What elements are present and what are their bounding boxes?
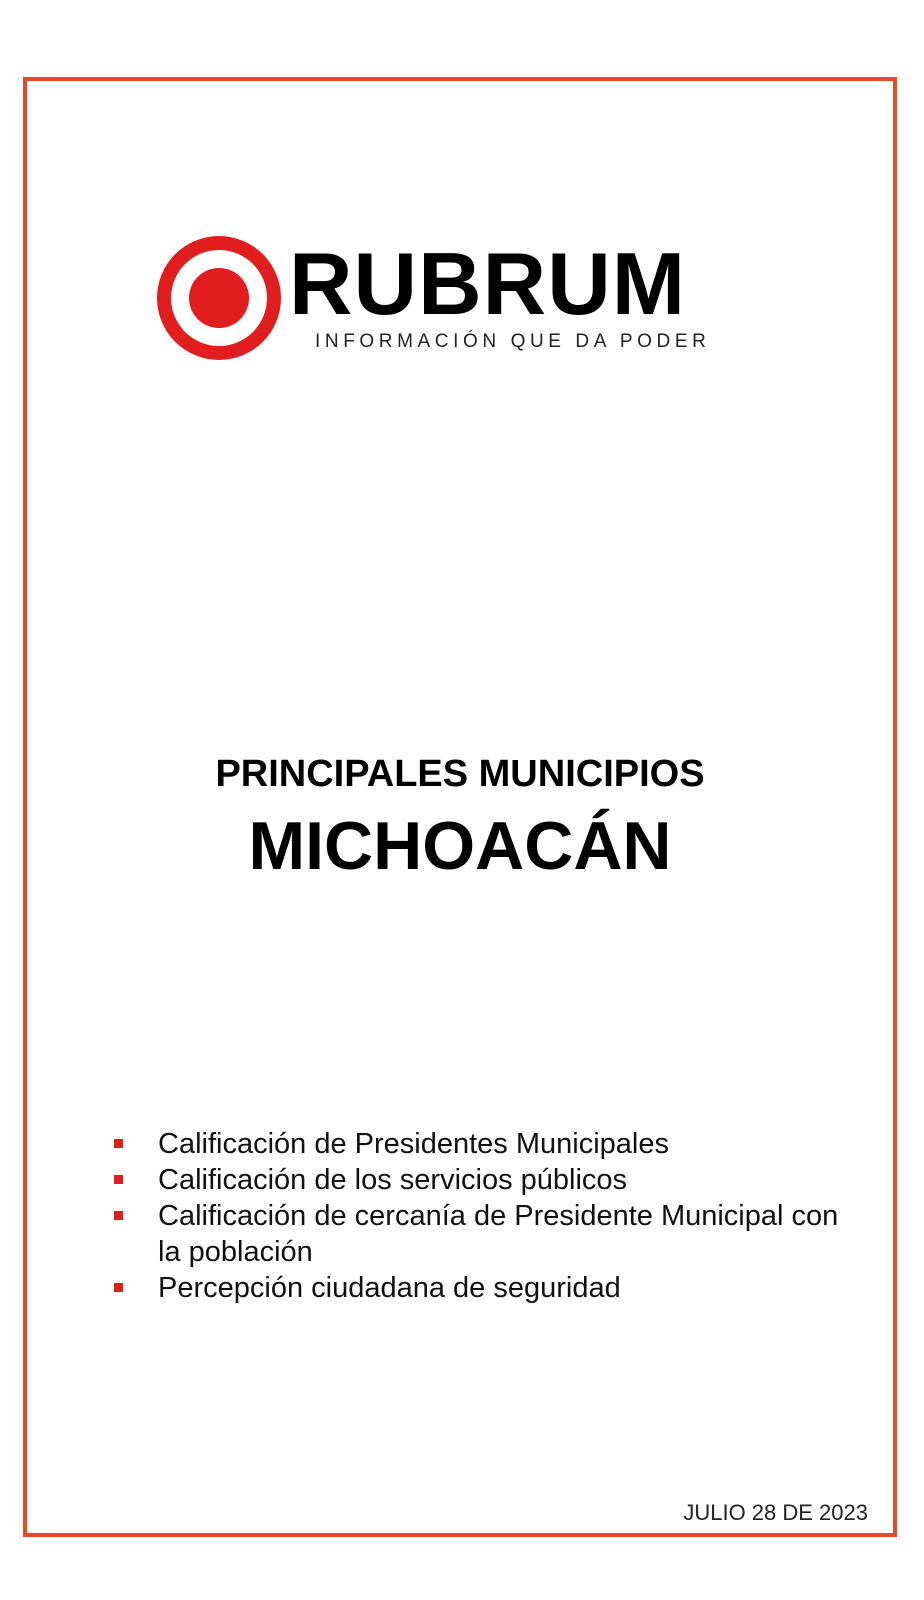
list-item [114,1198,854,1270]
bullet-square-icon [114,1283,123,1292]
report-date: JULIO 28 DE 2023 [683,1500,868,1525]
logo-wordmark: RUBRUM [289,234,687,333]
rubrum-logo [155,234,775,369]
logo-tagline: INFORMACIÓN QUE DA PODER [315,331,711,352]
list-item [114,1270,854,1306]
page-title: MICHOACÁN [248,808,672,884]
list-item-label: Calificación de cercanía de Presidente Municipal con la población [158,1200,839,1268]
target-circle-icon [155,234,283,362]
list-item-label: Percepción ciudadana de seguridad [158,1272,621,1304]
topics-list [114,1126,854,1306]
bullet-square-icon [114,1175,123,1184]
bullet-square-icon [114,1211,123,1220]
page-subtitle: PRINCIPALES MUNICIPIOS [215,753,705,795]
list-item-label: Calificación de los servicios públicos [158,1164,628,1196]
list-item-label: Calificación de Presidentes Municipales [158,1128,669,1160]
bullet-square-icon [114,1139,123,1148]
list-item [114,1162,854,1198]
list-item [114,1126,854,1162]
